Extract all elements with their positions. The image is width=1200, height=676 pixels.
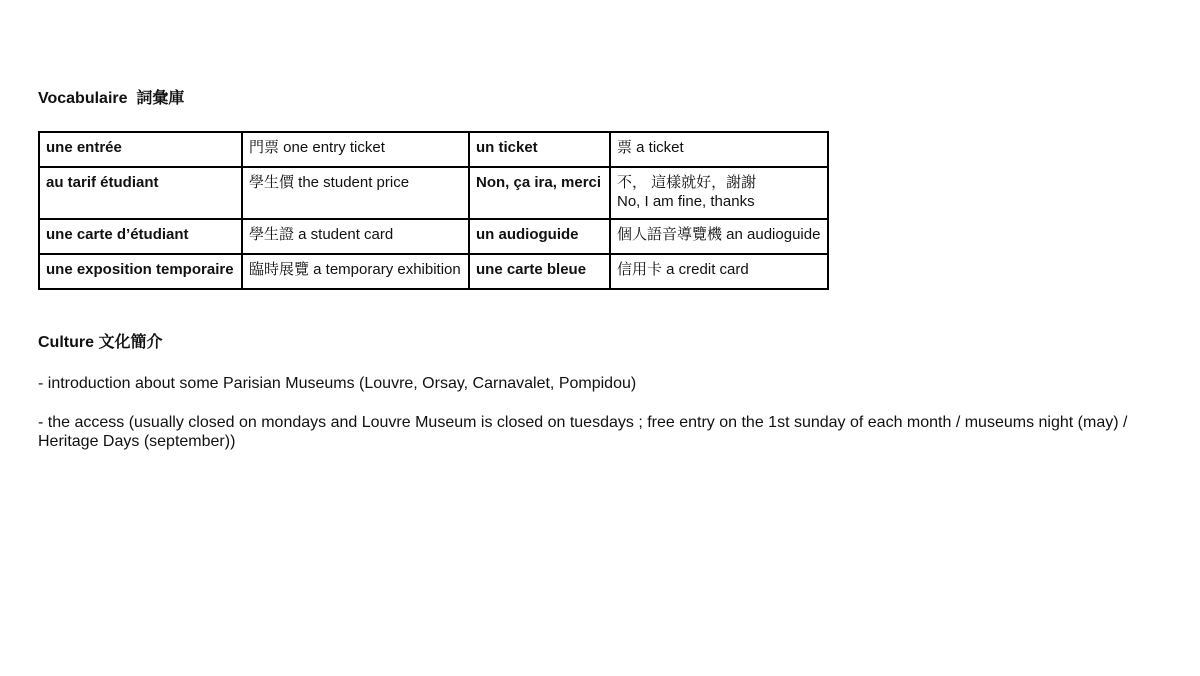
vocab-term: un ticket [470,133,611,168]
vocabulary-heading: Vocabulaire 詞彙庫 [38,90,185,107]
vocab-translation: 學生價 the student price [243,168,470,220]
vocab-translation: 個人語音導覽機 an audioguide [611,220,829,255]
vocab-translation: 學生證 a student card [243,220,470,255]
vocab-term: une exposition temporaire [40,255,243,290]
vocab-translation: 信用卡 a credit card [611,255,829,290]
vocab-term: au tarif étudiant [40,168,243,220]
vocab-term: une entrée [40,133,243,168]
vocab-term: un audioguide [470,220,611,255]
vocab-term: Non, ça ira, merci [470,168,611,220]
vocab-term: une carte d’étudiant [40,220,243,255]
culture-heading: Culture 文化簡介 [38,334,163,351]
culture-point: - introduction about some Parisian Museums (Louvre, Orsay, Carnavalet, Pompidou) [38,375,637,392]
vocab-translation-line: 不， 這樣就好，謝謝 [617,174,757,191]
culture-point: - the access (usually closed on mondays and Louvre Museum is closed on tuesdays ; free entry on the 1st sunday of each month / museums night (may) / Heritage Days (september)) [38,414,1128,450]
vocab-translation-line: No, I am fine, thanks [617,193,755,210]
vocab-translation: 票 a ticket [611,133,829,168]
vocab-term: une carte bleue [470,255,611,290]
vocabulary-table [38,131,829,290]
vocab-translation: 臨時展覽 a temporary exhibition [243,255,470,290]
vocab-translation: 門票 one entry ticket [243,133,470,168]
vocab-translation [611,168,829,220]
